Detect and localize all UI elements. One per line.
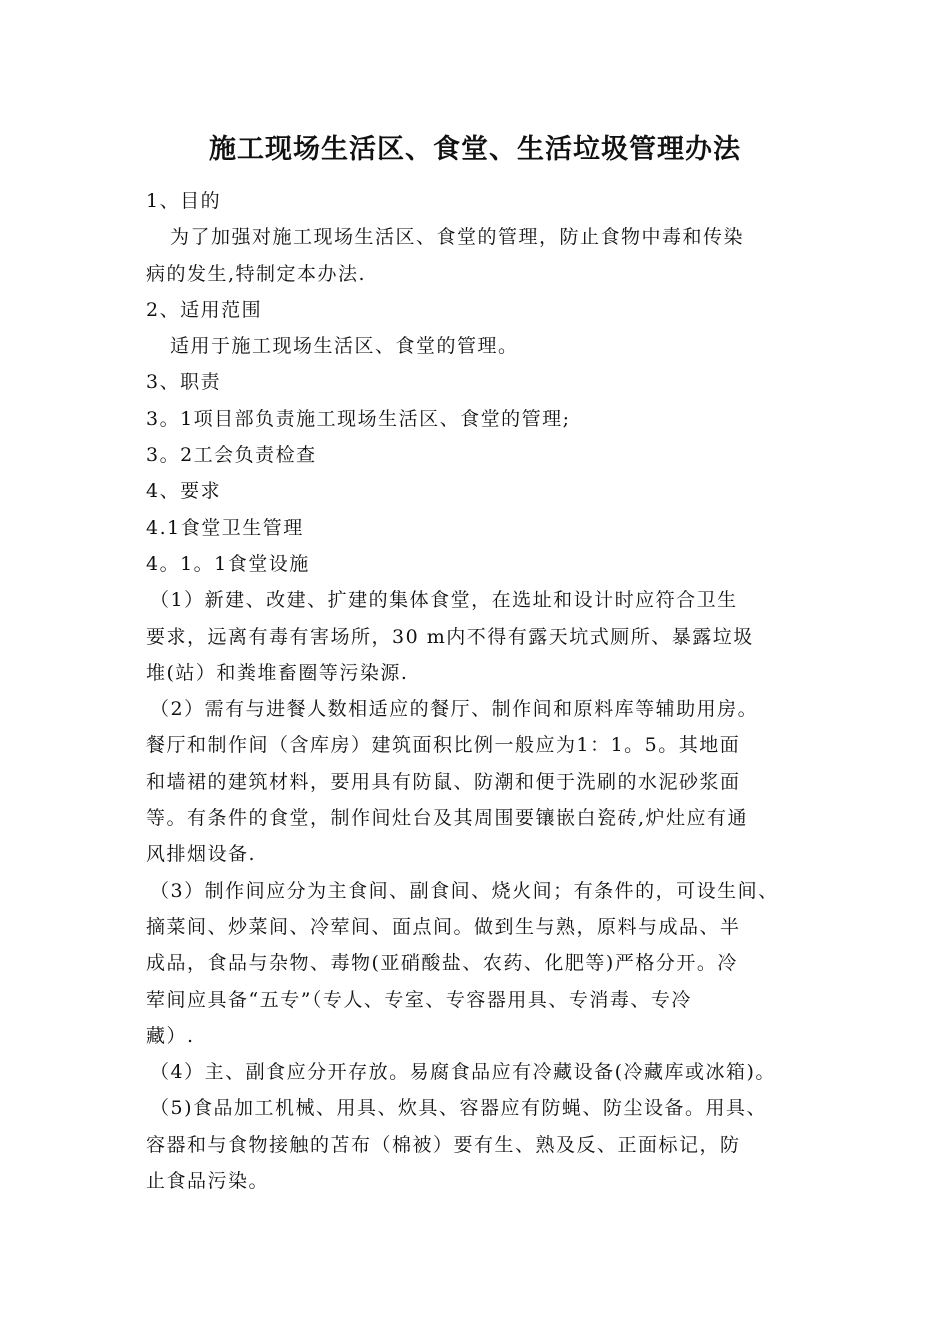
- paragraph-line: 适用于施工现场生活区、食堂的管理。: [170, 335, 519, 358]
- section-heading-requirements: 4、要求: [146, 480, 222, 503]
- paragraph-line: 餐厅和制作间（含库房）建筑面积比例一般应为1：1。5。其地面: [146, 734, 741, 757]
- paragraph-line: 容器和与食物接触的苫布（棉被）要有生、熟及反、正面标记，防: [146, 1133, 741, 1156]
- paragraph-line: 为了加强对施工现场生活区、食堂的管理，防止食物中毒和传染: [170, 226, 745, 249]
- paragraph-line: （4）主、副食应分开存放。易腐食品应有冷藏设备(冷藏库或冰箱)。: [150, 1061, 776, 1084]
- paragraph-line: 要求，远离有毒有害场所，30 m内不得有露天坑式厕所、暴露垃圾: [146, 625, 754, 648]
- paragraph-line: 堆(站）和粪堆畜圈等污染源.: [146, 661, 409, 684]
- section-heading-purpose: 1、目的: [146, 190, 222, 212]
- paragraph-line: （2）需有与进餐人数相适应的餐厅、制作间和原料库等辅助用房。: [150, 698, 759, 721]
- paragraph-line: 止食品污染。: [146, 1170, 270, 1193]
- paragraph-line: 病的发生,特制定本办法.: [146, 262, 367, 285]
- paragraph-line: 和墙裙的建筑材料，要用具有防鼠、防潮和便于洗刷的水泥砂浆面: [146, 770, 741, 793]
- paragraph-line: 风排烟设备.: [146, 843, 257, 866]
- paragraph-line: 等。有条件的食堂，制作间灶台及其周围要镶嵌白瓷砖,炉灶应有通: [146, 807, 749, 830]
- paragraph-line: （5)食品加工机械、用具、炊具、容器应有防蝇、防尘设备。用具、: [150, 1097, 768, 1120]
- paragraph-line: 成品，食品与杂物、毒物(亚硝酸盐、农药、化肥等)严格分开。冷: [146, 952, 738, 975]
- section-heading-duties: 3、职责: [146, 371, 222, 394]
- section-heading-scope: 2、适用范围: [146, 298, 263, 321]
- paragraph-line: （1）新建、改建、扩建的集体食堂，在选址和设计时应符合卫生: [150, 589, 738, 612]
- paragraph-line: 3。2工会负责检查: [146, 444, 317, 467]
- document-title: 施工现场生活区、食堂、生活垃圾管理办法: [209, 134, 741, 165]
- paragraph-line: 荤间应具备“五专”（专人、专室、专容器用具、专消毒、专冷: [146, 988, 692, 1011]
- subsection-heading: 4。1。1食堂设施: [146, 552, 310, 575]
- document-body: [146, 183, 826, 1199]
- paragraph-line: 摘菜间、炒菜间、冷荤间、面点间。做到生与熟，原料与成品、半: [146, 915, 741, 938]
- subsection-heading: 4.1食堂卫生管理: [146, 516, 304, 539]
- paragraph-line: （3）制作间应分为主食间、副食间、烧火间；有条件的，可设生间、: [150, 879, 779, 902]
- paragraph-line: 藏）.: [146, 1024, 195, 1047]
- paragraph-line: 3。1项目部负责施工现场生活区、食堂的管理;: [146, 407, 571, 430]
